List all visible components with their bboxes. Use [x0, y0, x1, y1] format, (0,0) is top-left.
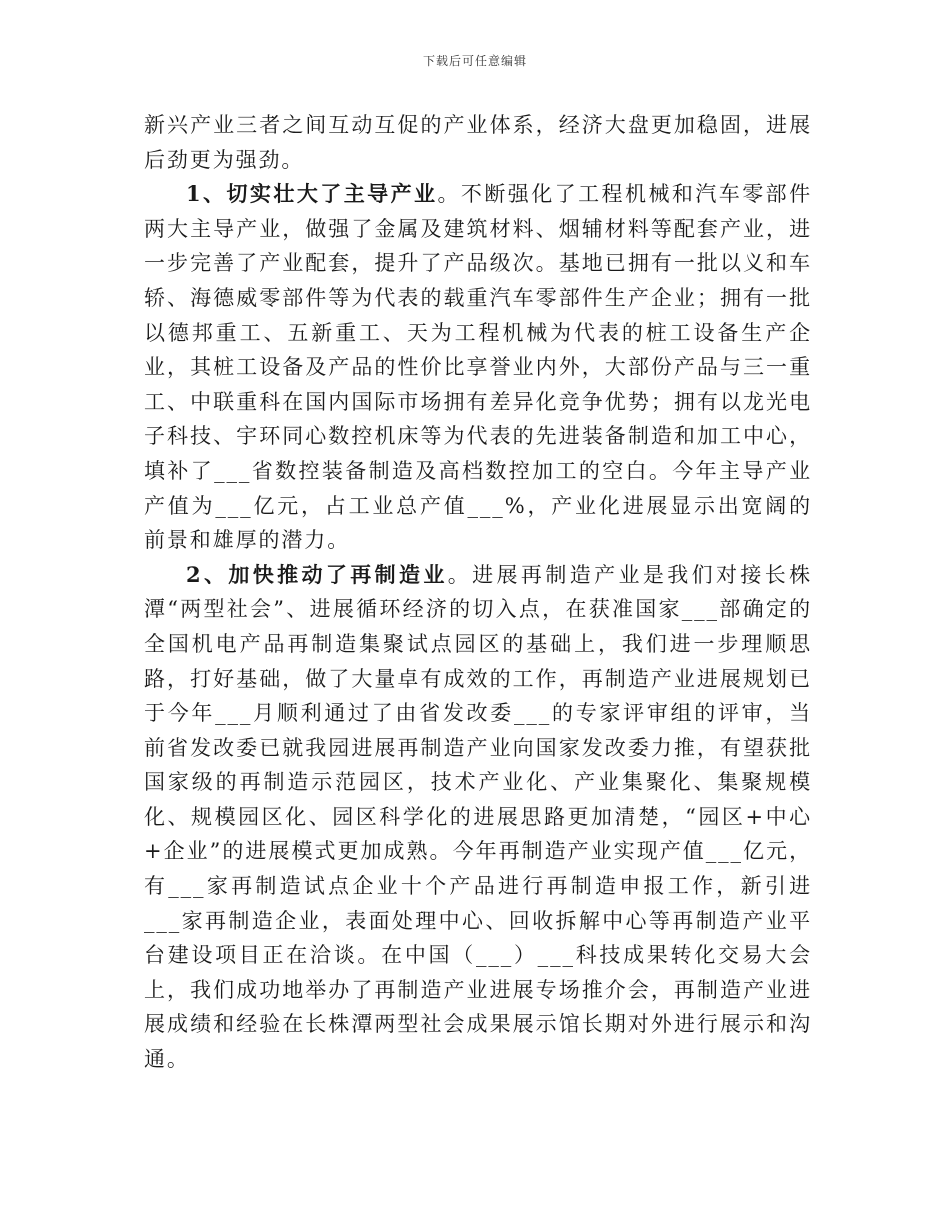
- paragraph-remanufacturing: [144, 558, 812, 1077]
- document-body: [144, 108, 812, 1077]
- page-header: 下载后可任意编辑: [422, 54, 527, 68]
- paragraph-text: 新兴产业三者之间互动互促的产业体系，经济大盘更加稳固，进展后劲更为强劲。: [144, 113, 812, 172]
- paragraph-continuation: [144, 108, 812, 177]
- paragraph-text: 。不断强化了工程机械和汽车零部件两大主导产业，做强了金属及建筑材料、烟辅材料等配套产业，进一步完善了产业配套，提升了产品级次。基地已拥有一批以义和车轿、海德威零部件等为代表的载重汽车零部件生产企业；拥有一批以德邦重工、五新重工、天为工程机械为代表的桩工设备生产企业，其桩工设备及产品的性价比享誉业内外，大部份产品与三一重工、中联重科在国内国际市场拥有差异化竞争优势；拥有以龙光电子科技、宇环同心数控机床等为代表的先进装备制造和加工中心，填补了___省数控装备制造及高档数控加工的空白。今年主导产业产值为___亿元，占工业总产值___%，产业化进展显示出宽阔的前景和雄厚的潜力。: [144, 182, 812, 553]
- paragraph-main-industry: [144, 177, 812, 558]
- paragraph-heading: 1、切实壮大了主导产业: [186, 181, 438, 207]
- paragraph-heading: 2、加快推动了再制造业: [186, 561, 448, 587]
- paragraph-text: 。进展再制造产业是我们对接长株潭“两型社会”、进展循环经济的切入点，在获准国家___部确定的全国机电产品再制造集聚试点园区的基础上，我们进一步理顺思路，打好基础，做了大量卓有成效的工作，再制造产业进展规划已于今年___月顺利通过了由省发改委___的专家评审组的评审，当前省发改委已就我园进展再制造产业向国家发改委力推，有望获批国家级的再制造示范园区，技术产业化、产业集聚化、集聚规模化、规模园区化、园区科学化的进展思路更加清楚，“园区+中心+企业”的进展模式更加成熟。今年再制造产业实现产值___亿元，有___家再制造试点企业十个产品进行再制造申报工作，新引进___家再制造企业，表面处理中心、回收拆解中心等再制造产业平台建设项目正在洽谈。在中国（___）___科技成果转化交易大会上，我们成功地举办了再制造产业进展专场推介会，再制造产业进展成绩和经验在长株潭两型社会成果展示馆长期对外进行展示和沟通。: [144, 562, 813, 1072]
